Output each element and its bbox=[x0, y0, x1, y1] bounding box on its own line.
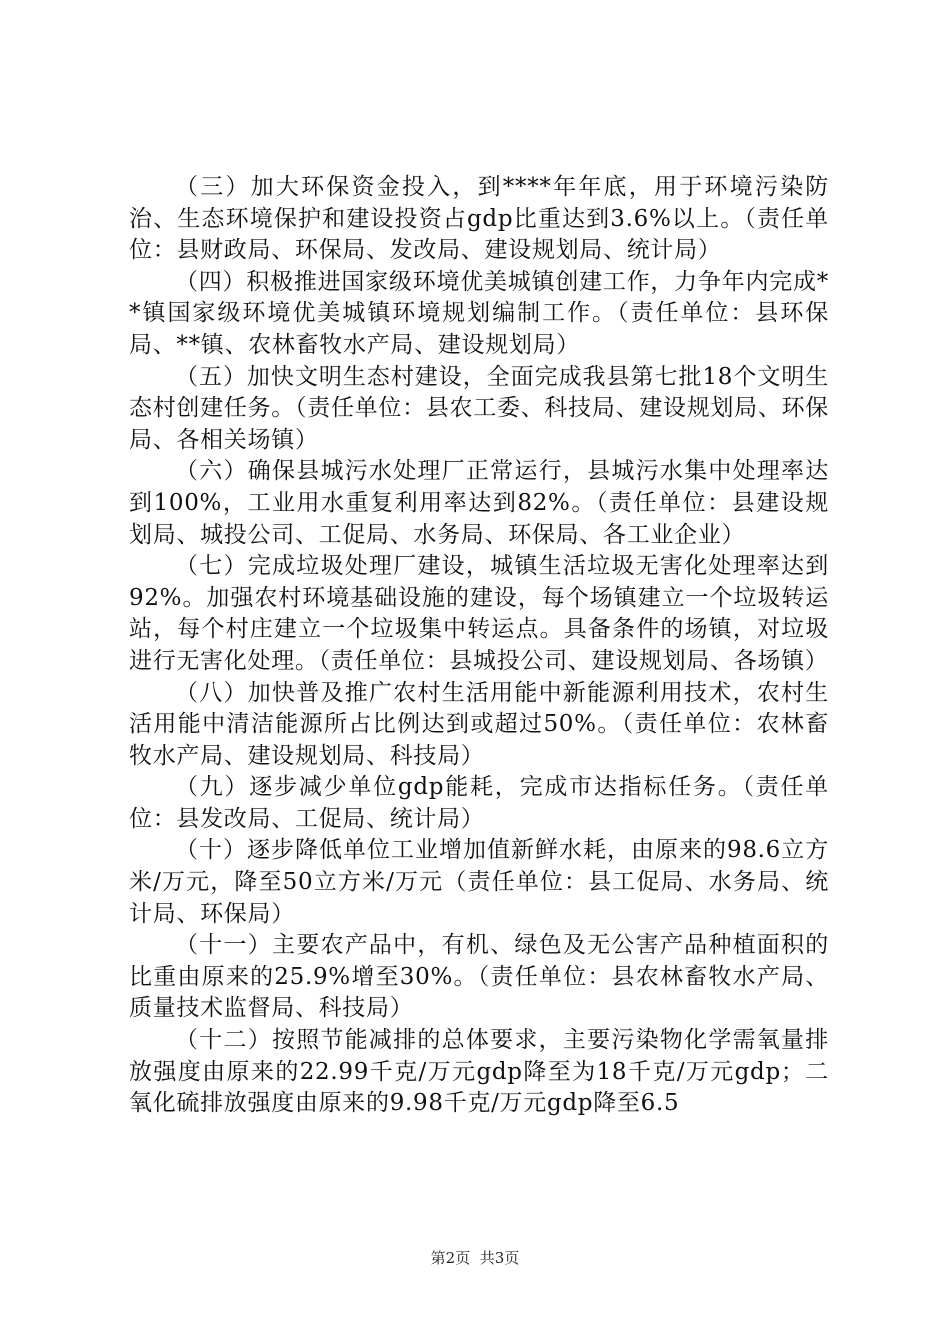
paragraph-10: （十）逐步降低单位工业增加值新鲜水耗，由原来的98.6立方米/万元，降至50立方米/万元（责任单位：县工促局、水务局、统计局、环保局） bbox=[129, 837, 829, 927]
page-total: 共3页 bbox=[479, 1249, 520, 1267]
document-body bbox=[129, 172, 829, 1120]
page-footer bbox=[0, 1248, 950, 1268]
footer-separator bbox=[470, 1249, 480, 1267]
paragraph-3: （三）加大环保资金投入，到****年年底，用于环境污染防治、生态环境保护和建设投资占gdp比重达到3.6%以上。（责任单位：县财政局、环保局、发改局、建设规划局、统计局） bbox=[129, 174, 829, 264]
page-number: 第2页 bbox=[430, 1249, 471, 1267]
paragraph-7: （七）完成垃圾处理厂建设，城镇生活垃圾无害化处理率达到92%。加强农村环境基础设施的建设，每个场镇建立一个垃圾转运站，每个村庄建立一个垃圾集中转运点。具备条件的场镇，对垃圾进行无害化处理。（责任单位：县城投公司、建设规划局、各场镇） bbox=[129, 553, 829, 674]
paragraph-9: （九）逐步减少单位gdp能耗，完成市达指标任务。（责任单位：县发改局、工促局、统计局） bbox=[129, 774, 829, 832]
paragraph-5: （五）加快文明生态村建设，全面完成我县第七批18个文明生态村创建任务。（责任单位：县农工委、科技局、建设规划局、环保局、各相关场镇） bbox=[129, 363, 829, 453]
paragraph-6: （六）确保县城污水处理厂正常运行，县城污水集中处理率达到100%，工业用水重复利用率达到82%。（责任单位：县建设规划局、城投公司、工促局、水务局、环保局、各工业企业） bbox=[129, 458, 829, 548]
paragraph-8: （八）加快普及推广农村生活用能中新能源利用技术，农村生活用能中清洁能源所占比例达到或超过50%。（责任单位：农林畜牧水产局、建设规划局、科技局） bbox=[129, 679, 829, 769]
paragraph-4: （四）积极推进国家级环境优美城镇创建工作，力争年内完成**镇国家级环境优美城镇环境规划编制工作。（责任单位：县环保局、**镇、农林畜牧水产局、建设规划局） bbox=[129, 268, 829, 358]
paragraph-11: （十一）主要农产品中，有机、绿色及无公害产品种植面积的比重由原来的25.9%增至30%。（责任单位：县农林畜牧水产局、质量技术监督局、科技局） bbox=[129, 932, 829, 1022]
paragraph-12: （十二）按照节能减排的总体要求，主要污染物化学需氧量排放强度由原来的22.99千克/万元gdp降至为18千克/万元gdp；二氧化硫排放强度由原来的9.98千克/万元gdp降至6.5 bbox=[129, 1027, 829, 1117]
